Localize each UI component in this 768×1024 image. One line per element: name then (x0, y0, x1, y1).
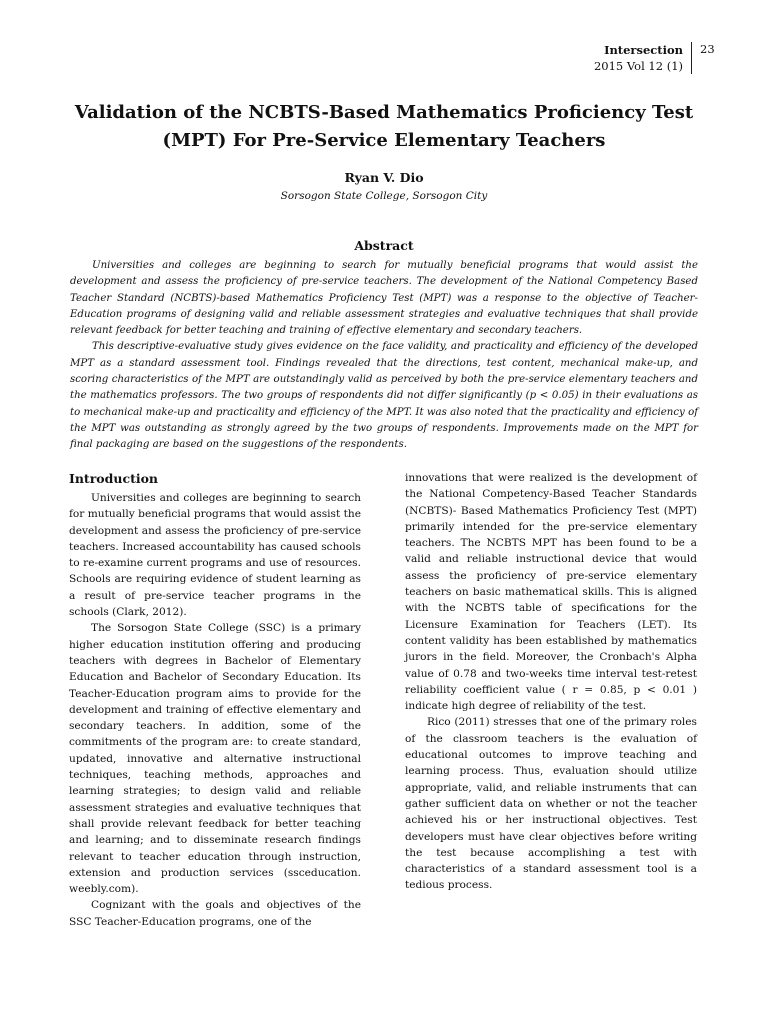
body-paragraph: Universities and colleges are beginning to search for mutually beneficial programs that would assist the development and assess the proficiency of pre-service teachers. Increased accountability has caused schools to re-examine current programs and use of resources. Schools are requiring evidence of student learning as a result of pre-service teacher programs in the schools (Clark, 2012). (69, 492, 361, 619)
journal-name: Intersection (604, 43, 683, 57)
left-column (69, 470, 361, 930)
author-name: Ryan V. Dio (344, 170, 424, 185)
author-affiliation: Sorsogon State College, Sorsogon City (280, 190, 488, 202)
body-paragraph: Cognizant with the goals and objectives of the SSC Teacher-Education programs, one of the (69, 899, 361, 928)
body-paragraph: innovations that were realized is the development of the National Competency-Based Teacher Standards (NCBTS)- Based Mathematics Proficiency Test (MPT) primarily intended for the pre-service elementary teachers. The NCBTS MPT has been found to be a valid and reliable instructional device that would assess the proficiency of pre-service elementary teachers on basic mathematical skills. This is aligned with the NCBTS table of specifications for the Licensure Examination for Teachers (LET). Its content validity has been established by mathematics jurors in the field. Moreover, the Cronbach's Alpha value of 0.78 and two-weeks time interval test-retest reliability coefficient value ( r = 0.85, p < 0.01 ) indicate high degree of reliability of the test. (405, 472, 697, 713)
journal-header (594, 42, 692, 74)
abstract (70, 258, 698, 454)
page-number: 23 (700, 42, 715, 56)
abstract-paragraph: Universities and colleges are beginning to search for mutually beneficial programs that would assist the development and assess the proficiency of pre-service teachers. The development of the National Competency Based Teacher Standard (NCBTS)-based Mathematics Proficiency Test (MPT) was a response to the objective of Teacher-Education programs of designing valid and reliable assessment strategies and evaluative techniques that shall provide relevant feedback for better teaching and training of effective elementary and secondary teachers. (70, 260, 698, 337)
abstract-heading: Abstract (354, 238, 414, 253)
body-paragraph: Rico (2011) stresses that one of the primary roles of the classroom teachers is the evaluation of educational outcomes to improve teaching and learning process. Thus, evaluation should utilize appropriate, valid, and reliable instruments that can gather sufficient data on whether or not the teacher achieved his or her instructional objectives. Test developers must have clear objectives before writing the test because accomplishing a test with characteristics of a standard assessment tool is a tedious process. (405, 716, 697, 892)
journal-issue: 2015 Vol 12 (1) (593, 59, 683, 73)
body-paragraph: The Sorsogon State College (SSC) is a primary higher education institution offering and producing teachers with degrees in Bachelor of Elementary Education and Bachelor of Secondary Education. Its Teacher-Education program aims to provide for the development and training of effective elementary and secondary teachers. In addition, some of the commitments of the program are: to create standard, updated, innovative and alternative instructional techniques, teaching methods, approaches and learning strategies; to design valid and reliable assessment strategies and evaluative techniques that shall provide relevant feedback for better teaching and learning; and to disseminate research findings relevant to teacher education through instruction, extension and production services (ssceducation. weebly.com). (69, 622, 361, 896)
abstract-paragraph: This descriptive-evaluative study gives evidence on the face validity, and practicality and efficiency of the developed MPT as a standard assessment tool. Findings revealed that the directions, test content, mechanical make-up, and scoring characteristics of the MPT are outstandingly valid as perceived by both the pre-service elementary teachers and the mathematics professors. The two groups of respondents did not differ significantly (p < 0.05) in their evaluations as to mechanical make-up and practicality and efficiency of the MPT. It was also noted that the practicality and efficiency of the MPT was outstanding as strongly agreed by the two groups of respondents. Improvements made on the MPT for final packaging are based on the suggestions of the respondents. (70, 341, 698, 451)
introduction-heading: Introduction (69, 471, 159, 486)
paper-title: Validation of the NCBTS-Based Mathematics Proficiency Test (MPT) For Pre-Service Elementary Teachers (74, 102, 694, 151)
right-column (405, 470, 697, 894)
